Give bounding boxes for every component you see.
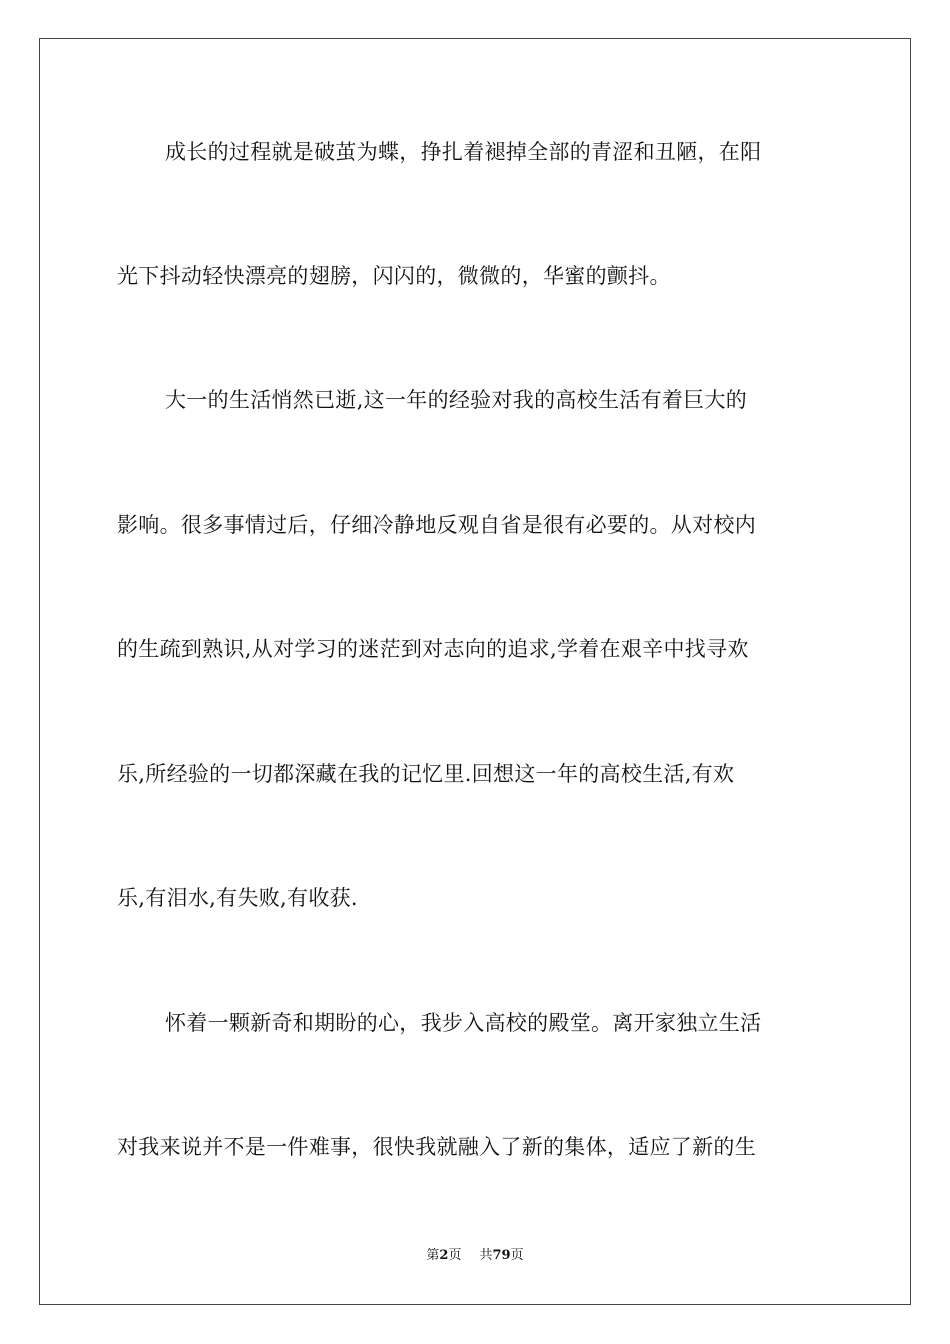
paragraph-line: 怀着一颗新奇和期盼的心，我步入高校的殿堂。离开家独立生活 (165, 1011, 762, 1035)
page-footer (0, 1247, 950, 1265)
paragraph-line: 光下抖动轻快漂亮的翅膀，闪闪的，微微的，华蜜的颤抖。 (117, 264, 671, 288)
paragraph-line: 成长的过程就是破茧为蝶，挣扎着褪掉全部的青涩和丑陋，在阳 (165, 140, 762, 164)
paragraph-line: 的生疏到熟识,从对学习的迷茫到对志向的追求,学着在艰辛中找寻欢 (117, 637, 749, 661)
paragraph-line: 乐,有泪水,有失败,有收获. (117, 886, 358, 910)
page-suffix: 页 (448, 1248, 462, 1263)
paragraph-line: 乐,所经验的一切都深藏在我的记忆里.回想这一年的高校生活,有欢 (117, 762, 735, 786)
paragraph-line: 影响。很多事情过后，仔细冷静地反观自省是很有必要的。从对校内 (117, 513, 756, 537)
paragraph-line: 大一的生活悄然已逝,这一年的经验对我的高校生活有着巨大的 (165, 388, 748, 412)
total-suffix: 页 (510, 1248, 524, 1263)
paragraph-line: 对我来说并不是一件难事，很快我就融入了新的集体，适应了新的生 (117, 1135, 756, 1159)
page-border (39, 38, 911, 1305)
page-prefix: 第 (426, 1248, 440, 1263)
total-pages: 79 (492, 1248, 511, 1263)
total-prefix: 共 (479, 1248, 493, 1263)
page-number: 2 (439, 1248, 449, 1263)
